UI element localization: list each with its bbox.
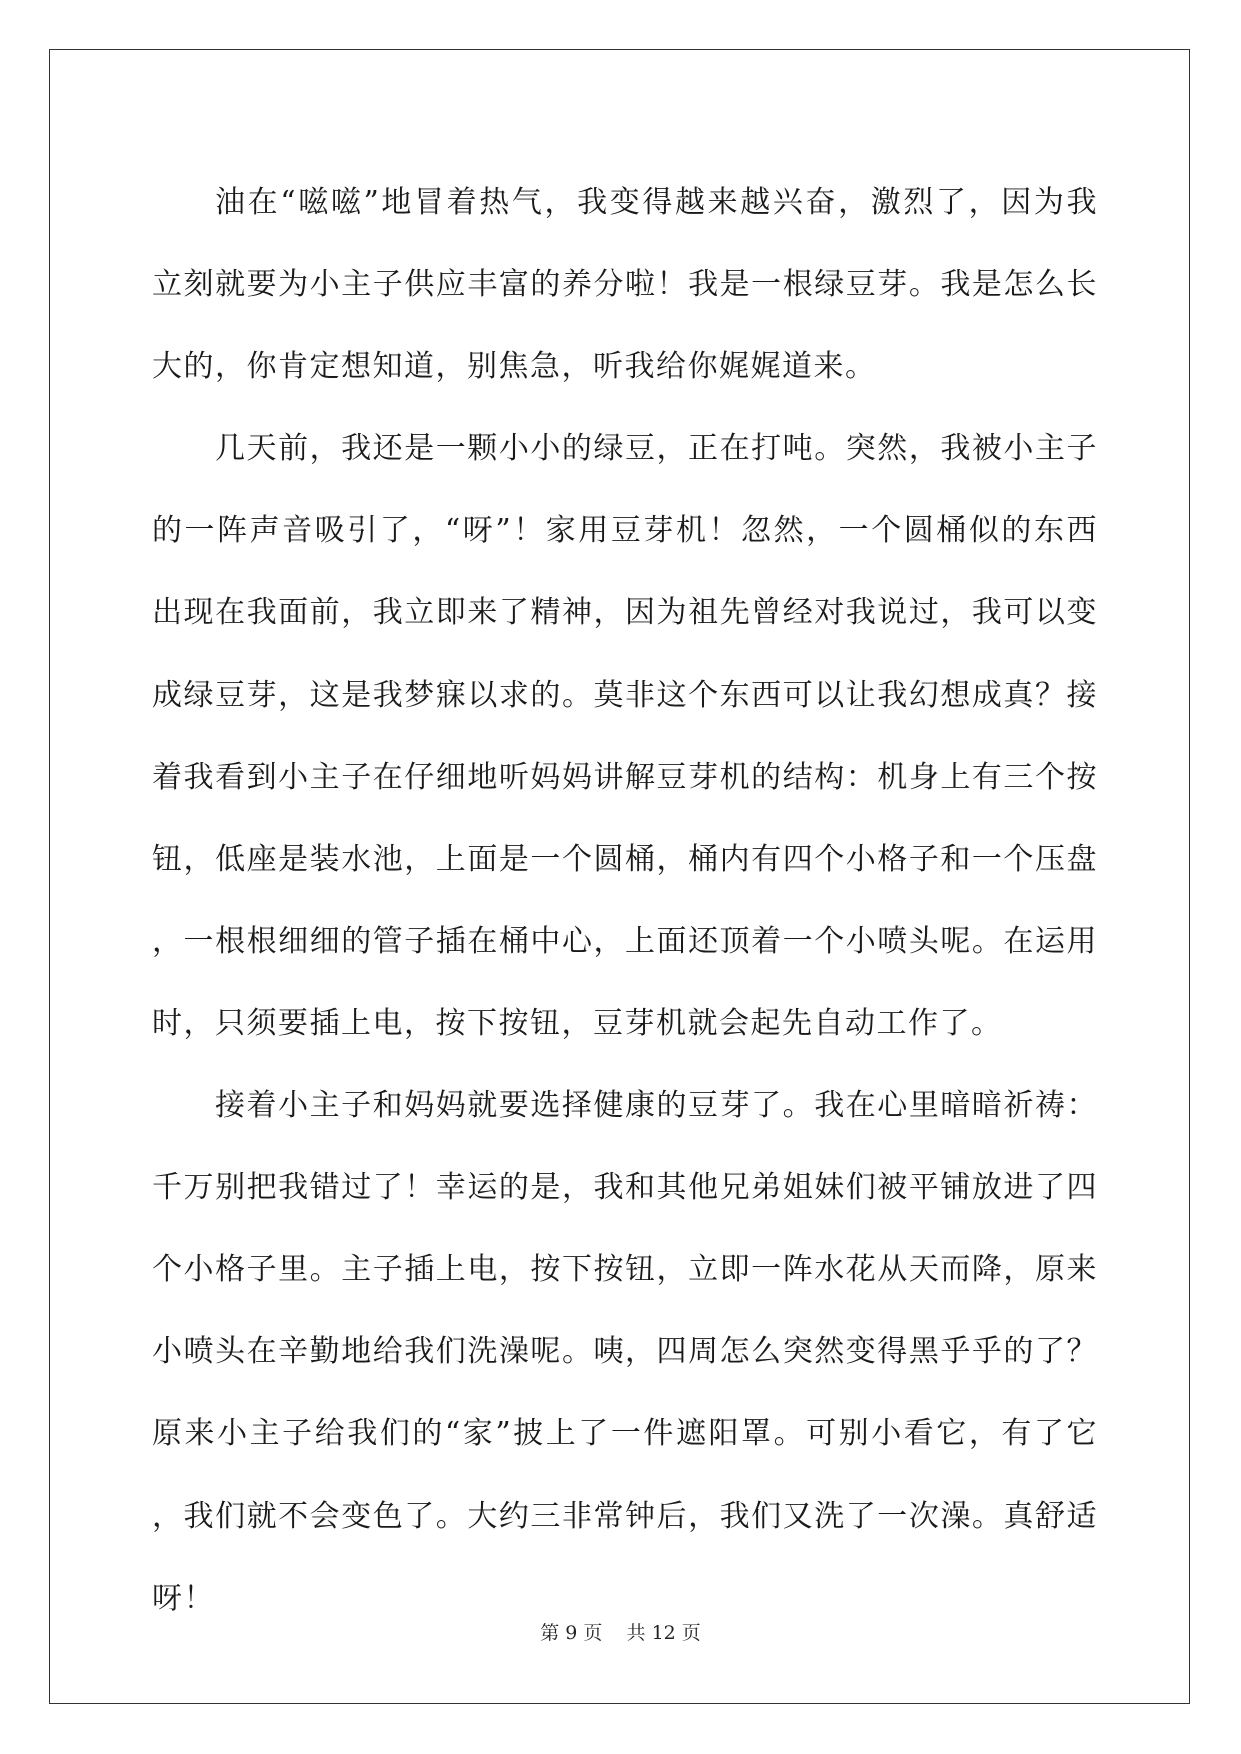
page-number-footer: 第 9 页 共 12 页 — [540, 1622, 701, 1644]
paragraph-2: 几天前，我还是一颗小小的绿豆，正在打吨。突然，我被小主子的一阵声音吸引了，“呀”！家用豆芽机！忽然，一个圆桶似的东西出现在我面前，我立即来了精神，因为祖先曾经对我说过，我可以变成绿豆芽，这是我梦寐以求的。莫非这个东西可以让我幻想成真？接着我看到小主子在仔细地听妈妈讲解豆芽机的结构：机身上有三个按钮，低座是装水池，上面是一个圆桶，桶内有四个小格子和一个压盘，一根根细细的管子插在桶中心，上面还顶着一个小喷头呢。在运用时，只须要插上电，按下按钮，豆芽机就会起先自动工作了。 — [152, 431, 1098, 1041]
paragraph-3: 接着小主子和妈妈就要选择健康的豆芽了。我在心里暗暗祈祷：千万别把我错过了！幸运的是，我和其他兄弟姐妹们被平铺放进了四个小格子里。主子插上电，按下按钮，立即一阵水花从天而降，原来小喷头在辛勤地给我们洗澡呢。咦，四周怎么突然变得黑乎乎的了？原来小主子给我们的“家”披上了一件遮阳罩。可别小看它，有了它，我们就不会变色了。大约三非常钟后，我们又洗了一次澡。真舒适呀！ — [152, 1088, 1098, 1616]
document-body — [152, 162, 1098, 1640]
paragraph-1: 油在“嗞嗞”地冒着热气，我变得越来越兴奋，激烈了，因为我立刻就要为小主子供应丰富的养分啦！我是一根绿豆芽。我是怎么长大的，你肯定想知道，别焦急，听我给你娓娓道来。 — [152, 185, 1098, 385]
